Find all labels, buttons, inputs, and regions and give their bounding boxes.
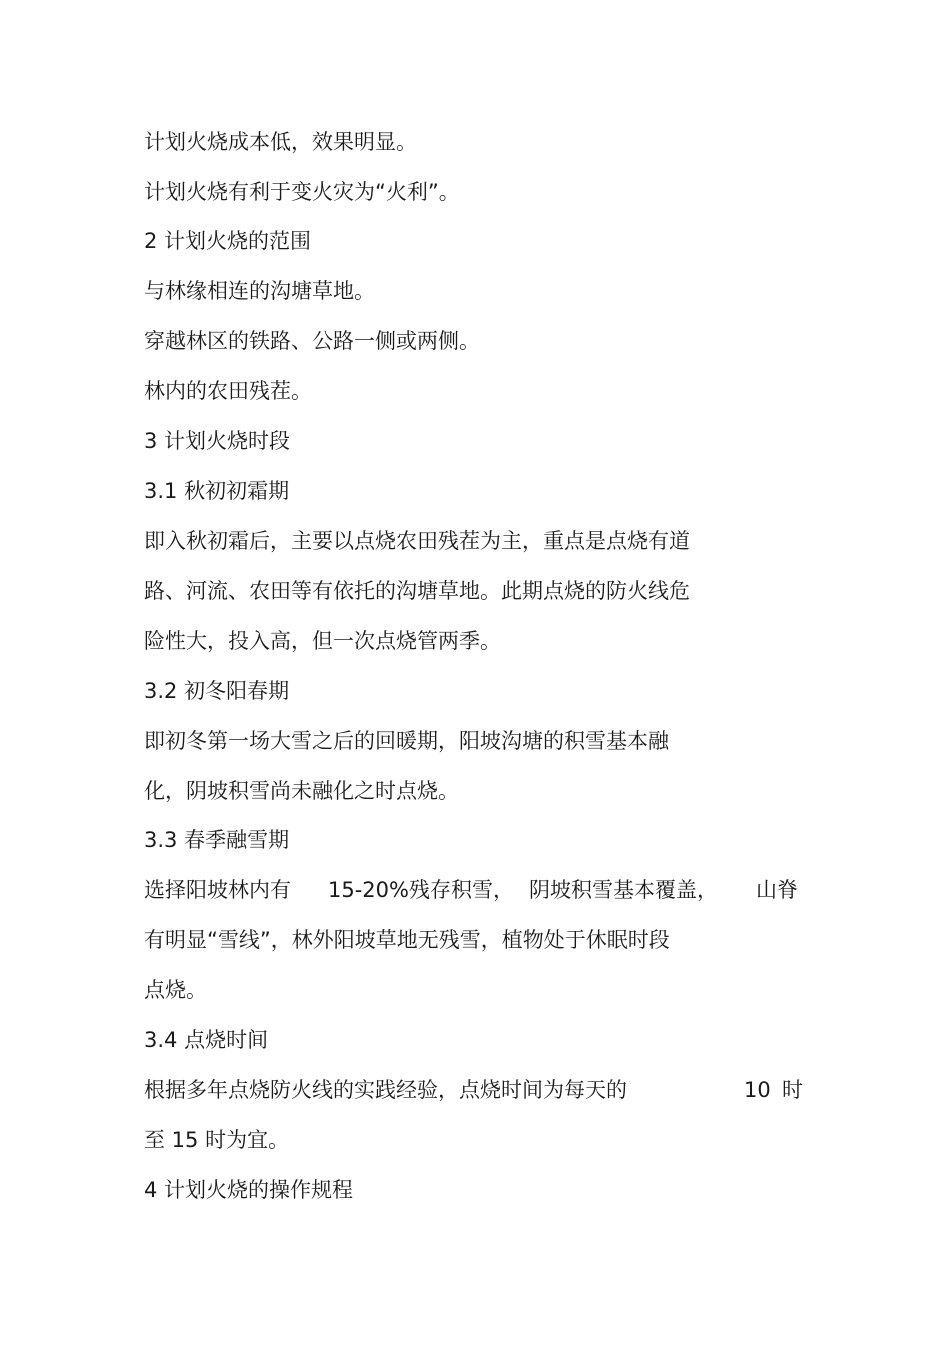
text-line: 点烧。 xyxy=(144,978,207,1002)
text-line: 与林缘相连的沟塘草地。 xyxy=(144,279,375,303)
text-segment: 选择阳坡林内有 xyxy=(144,878,291,902)
text-line: 险性大，投入高，但一次点烧管两季。 xyxy=(144,629,501,653)
text-segment: 15-20%残存积雪， xyxy=(328,878,514,902)
text-line: 至 15 时为宜。 xyxy=(144,1128,290,1152)
text-segment: 时 xyxy=(782,1078,803,1102)
text-line: 穿越林区的铁路、公路一侧或两侧。 xyxy=(144,329,480,353)
text-line: 即入秋初霜后，主要以点烧农田残茬为主，重点是点烧有道 xyxy=(144,529,690,553)
subsection-heading: 3.4 点烧时间 xyxy=(144,1028,269,1052)
text-segment: 根据多年点烧防火线的实践经验，点烧时间为每天的 xyxy=(144,1078,627,1102)
text-line: 化，阴坡积雪尚未融化之时点烧。 xyxy=(144,779,459,803)
subsection-heading: 3.3 春季融雪期 xyxy=(144,828,290,852)
subsection-heading: 3.1 秋初初霜期 xyxy=(144,479,290,503)
text-line: 即初冬第一场大雪之后的回暖期，阳坡沟塘的积雪基本融 xyxy=(144,729,669,753)
section-heading: 3 计划火烧时段 xyxy=(144,429,291,453)
section-heading: 4 计划火烧的操作规程 xyxy=(144,1178,354,1202)
text-segment: 山脊 xyxy=(756,878,798,902)
text-segment: 阴坡积雪基本覆盖， xyxy=(529,878,718,902)
section-heading: 2 计划火烧的范围 xyxy=(144,229,312,253)
text-line: 计划火烧成本低，效果明显。 xyxy=(144,130,417,154)
text-line: 有明显“雪线”，林外阳坡草地无残雪，植物处于休眠时段 xyxy=(144,928,670,952)
text-line: 林内的农田残茬。 xyxy=(144,379,312,403)
subsection-heading: 3.2 初冬阳春期 xyxy=(144,679,290,703)
text-segment: 10 xyxy=(744,1078,771,1102)
text-line: 计划火烧有利于变火灾为“火利”。 xyxy=(144,180,460,204)
text-line: 路、河流、农田等有依托的沟塘草地。此期点烧的防火线危 xyxy=(144,579,690,603)
